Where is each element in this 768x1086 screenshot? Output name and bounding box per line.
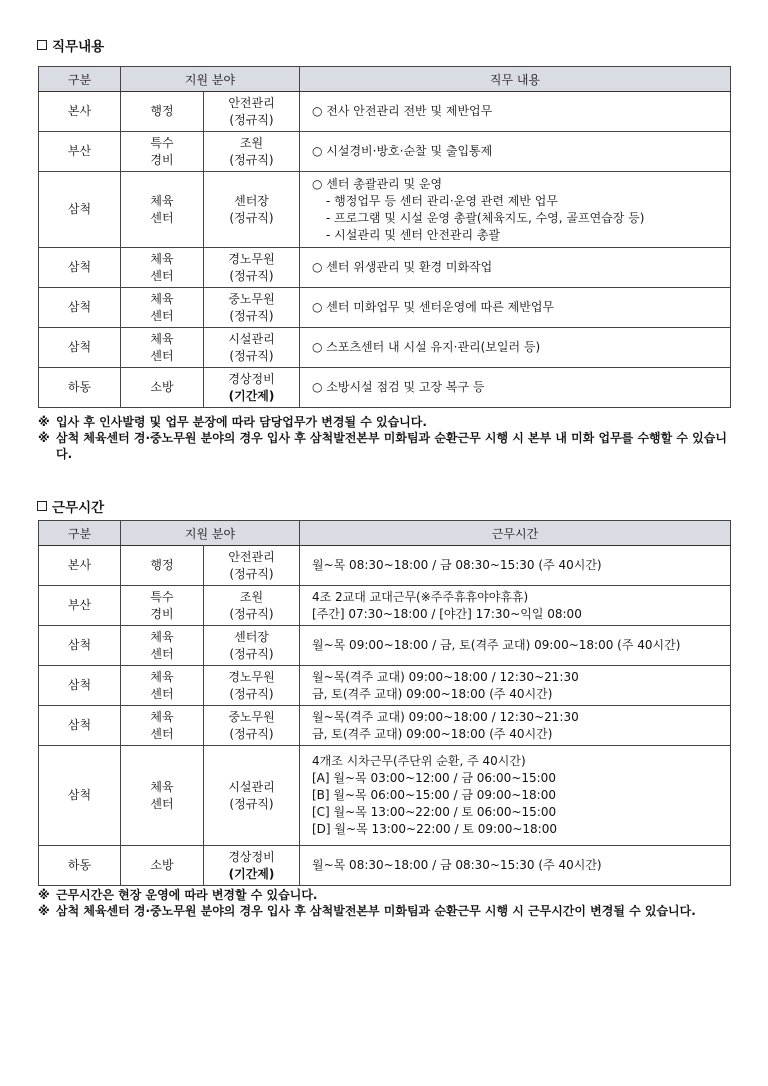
dept-line: 센터: [150, 348, 174, 363]
hours-line: 월~목(격주 교대) 09:00~18:00 / 12:30~21:30: [312, 709, 579, 724]
position-line: 센터장: [234, 629, 269, 644]
dept-line: 소방: [150, 858, 174, 872]
dept-line: 센터: [150, 796, 174, 811]
position-cell: [204, 746, 300, 846]
table-row: [39, 746, 731, 846]
region-cell: 삼척: [39, 706, 121, 746]
region-cell: 부산: [39, 586, 121, 626]
duty-cell: [300, 92, 731, 132]
region-cell: 부산: [39, 132, 121, 172]
hours-line: 월~목(격주 교대) 09:00~18:00 / 12:30~21:30: [312, 669, 579, 684]
dept-cell: [121, 746, 204, 846]
position-line: (정규직): [229, 726, 274, 741]
hours-notes: [38, 887, 728, 919]
position-line: 경상정비: [228, 371, 275, 386]
position-line: 시설관리: [228, 779, 275, 794]
position-line: (정규직): [229, 112, 274, 127]
table-row: [39, 586, 731, 626]
duty-line: ○ 시설경비·방호·순찰 및 출입통제: [312, 144, 493, 158]
position-line: (기간제): [228, 866, 275, 881]
note-mark: ※: [38, 888, 50, 902]
table-row: [39, 248, 731, 288]
region-cell: 본사: [39, 92, 121, 132]
dept-cell: [121, 288, 204, 328]
dept-line: 특수: [150, 135, 174, 150]
position-cell: [204, 288, 300, 328]
dept-cell: [121, 328, 204, 368]
position-cell: [204, 132, 300, 172]
duty-cell: [300, 288, 731, 328]
dept-line: 체육: [150, 709, 174, 724]
position-line: 경노무원: [228, 669, 275, 684]
table-row: [39, 846, 731, 886]
position-line: 조원: [239, 589, 264, 604]
checkbox-icon: [37, 40, 47, 50]
dept-cell: [121, 666, 204, 706]
note: [38, 414, 728, 430]
duties-table: [38, 66, 731, 408]
dept-line: 행정: [150, 104, 174, 118]
dept-line: 체육: [150, 291, 174, 306]
region-cell: 본사: [39, 546, 121, 586]
table-row: [39, 92, 731, 132]
position-line: (정규직): [229, 606, 274, 621]
position-line: (정규직): [229, 348, 274, 363]
position-cell: [204, 586, 300, 626]
table-row: [39, 132, 731, 172]
header-category: 구분: [39, 67, 121, 92]
note-mark: ※: [38, 904, 50, 918]
position-line: (정규직): [229, 566, 274, 581]
dept-line: 체육: [150, 251, 174, 266]
dept-line: 체육: [150, 779, 174, 794]
dept-line: 체육: [150, 331, 174, 346]
dept-line: 행정: [150, 558, 174, 572]
hours-cell: [300, 746, 731, 846]
position-line: 안전관리: [228, 95, 275, 110]
dept-line: 특수: [150, 589, 174, 604]
hours-line: 4개조 시차근무(주단위 순환, 주 40시간): [312, 754, 526, 768]
note-text: 근무시간은 현장 운영에 따라 변경할 수 있습니다.: [56, 888, 318, 902]
note: [38, 887, 728, 903]
table-row: [39, 626, 731, 666]
header-field: 지원 분야: [121, 521, 300, 546]
table-row: [39, 368, 731, 408]
dept-cell: [121, 586, 204, 626]
dept-line: 센터: [150, 686, 174, 701]
dept-line: 센터: [150, 268, 174, 283]
dept-line: 센터: [150, 308, 174, 323]
section-title-duties: [37, 35, 104, 55]
hours-line: [B] 월~목 06:00~15:00 / 금 09:00~18:00: [312, 788, 556, 802]
position-cell: [204, 666, 300, 706]
hours-cell: [300, 586, 731, 626]
position-line: (정규직): [229, 796, 274, 811]
hours-line: 월~목 08:30~18:00 / 금 08:30~15:30 (주 40시간): [312, 558, 602, 572]
note: [38, 903, 728, 919]
duty-line: ○ 센터 위생관리 및 환경 미화작업: [312, 260, 493, 274]
dept-cell: [121, 706, 204, 746]
hours-cell: [300, 546, 731, 586]
hours-line: [A] 월~목 03:00~12:00 / 금 06:00~15:00: [312, 771, 556, 785]
table-row: [39, 288, 731, 328]
duty-line: ○ 소방시설 점검 및 고장 복구 등: [312, 380, 485, 394]
dept-cell: [121, 546, 204, 586]
dept-line: 체육: [150, 629, 174, 644]
position-line: 시설관리: [228, 331, 275, 346]
duty-cell: [300, 248, 731, 288]
hours-line: 금, 토(격주 교대) 09:00~18:00 (주 40시간): [312, 686, 553, 701]
position-cell: [204, 626, 300, 666]
hours-line: [C] 월~목 13:00~22:00 / 토 06:00~15:00: [312, 805, 557, 819]
dept-cell: [121, 92, 204, 132]
dept-line: 센터: [150, 646, 174, 661]
region-cell: 하동: [39, 846, 121, 886]
duties-notes: [38, 414, 728, 462]
hours-table: [38, 520, 731, 886]
section-title-text: 직무내용: [52, 39, 105, 55]
duty-cell: [300, 172, 731, 248]
duty-cell: [300, 132, 731, 172]
duty-cell: [300, 328, 731, 368]
dept-cell: [121, 846, 204, 886]
region-cell: 삼척: [39, 172, 121, 248]
position-cell: [204, 706, 300, 746]
table-row: [39, 172, 731, 248]
position-cell: [204, 368, 300, 408]
note-mark: ※: [38, 415, 50, 429]
hours-cell: [300, 666, 731, 706]
dept-line: 경비: [150, 152, 174, 167]
header-duty: 직무 내용: [300, 67, 731, 92]
position-cell: [204, 172, 300, 248]
region-cell: 삼척: [39, 288, 121, 328]
dept-line: 체육: [150, 669, 174, 684]
hours-line: 4조 2교대 교대근무(※주주휴휴야야휴휴): [312, 589, 529, 604]
duty-line: ○ 스포츠센터 내 시설 유지·관리(보일러 등): [312, 340, 541, 354]
position-line: (정규직): [229, 152, 274, 167]
header-hours: 근무시간: [300, 521, 731, 546]
region-cell: 하동: [39, 368, 121, 408]
dept-line: 소방: [150, 380, 174, 394]
position-line: (정규직): [229, 646, 274, 661]
note-text: 삼척 체육센터 경·중노무원 분야의 경우 입사 후 삼척발전본부 미화팀과 순환근무 시행 시 본부 내 미화 업무를 수행할 수 있습니다.: [56, 431, 727, 461]
position-line: (정규직): [229, 308, 274, 323]
dept-line: 센터: [150, 726, 174, 741]
table-row: [39, 328, 731, 368]
position-line: (정규직): [229, 268, 274, 283]
position-cell: [204, 328, 300, 368]
hours-cell: [300, 846, 731, 886]
header-field: 지원 분야: [121, 67, 300, 92]
position-line: 중노무원: [228, 709, 275, 724]
dept-cell: [121, 132, 204, 172]
hours-line: 금, 토(격주 교대) 09:00~18:00 (주 40시간): [312, 726, 553, 741]
dept-line: 경비: [150, 606, 174, 621]
note-text: 입사 후 인사발령 및 업무 분장에 따라 담당업무가 변경될 수 있습니다.: [56, 415, 427, 429]
position-cell: [204, 248, 300, 288]
duty-line: ○ 전사 안전관리 전반 및 제반업무: [312, 104, 493, 118]
section-title-text: 근무시간: [52, 500, 105, 516]
duty-line: ○ 센터 미화업무 및 센터운영에 따른 제반업무: [312, 300, 555, 314]
duty-line: ○ 센터 총괄관리 및 운영: [312, 176, 443, 191]
duty-cell: [300, 368, 731, 408]
position-line: (기간제): [228, 388, 275, 403]
duty-line: - 행정업무 등 센터 관리·운영 관련 제반 업무: [326, 193, 558, 208]
dept-cell: [121, 172, 204, 248]
position-line: 경상정비: [228, 849, 275, 864]
position-cell: [204, 92, 300, 132]
note-text: 삼척 체육센터 경·중노무원 분야의 경우 입사 후 삼척발전본부 미화팀과 순환근무 시행 시 근무시간이 변경될 수 있습니다.: [56, 904, 696, 918]
section-title-hours: [37, 496, 104, 516]
position-line: (정규직): [229, 686, 274, 701]
table-row: [39, 706, 731, 746]
position-line: 안전관리: [228, 549, 275, 564]
checkbox-icon: [37, 501, 47, 511]
region-cell: 삼척: [39, 626, 121, 666]
position-line: 조원: [239, 135, 264, 150]
dept-cell: [121, 368, 204, 408]
position-cell: [204, 546, 300, 586]
duty-line: - 시설관리 및 센터 안전관리 총괄: [326, 227, 501, 242]
hours-line: [D] 월~목 13:00~22:00 / 토 09:00~18:00: [312, 822, 557, 836]
dept-cell: [121, 248, 204, 288]
hours-line: 월~목 08:30~18:00 / 금 08:30~15:30 (주 40시간): [312, 858, 602, 872]
hours-line: 월~목 09:00~18:00 / 금, 토(격주 교대) 09:00~18:00 (주 40시간): [312, 638, 681, 652]
region-cell: 삼척: [39, 666, 121, 706]
note-mark: ※: [38, 431, 50, 445]
region-cell: 삼척: [39, 248, 121, 288]
note: [38, 430, 728, 462]
region-cell: 삼척: [39, 746, 121, 846]
position-line: 중노무원: [228, 291, 275, 306]
table-row: [39, 666, 731, 706]
dept-cell: [121, 626, 204, 666]
dept-line: 센터: [150, 210, 174, 225]
hours-cell: [300, 706, 731, 746]
position-line: (정규직): [229, 210, 274, 225]
dept-line: 체육: [150, 193, 174, 208]
header-category: 구분: [39, 521, 121, 546]
position-line: 경노무원: [228, 251, 275, 266]
region-cell: 삼척: [39, 328, 121, 368]
hours-cell: [300, 626, 731, 666]
position-cell: [204, 846, 300, 886]
position-line: 센터장: [234, 193, 269, 208]
hours-line: [주간] 07:30~18:00 / [야간] 17:30~익일 08:00: [312, 606, 582, 621]
table-row: [39, 546, 731, 586]
duty-line: - 프로그램 및 시설 운영 총괄(체육지도, 수영, 골프연습장 등): [326, 210, 645, 225]
